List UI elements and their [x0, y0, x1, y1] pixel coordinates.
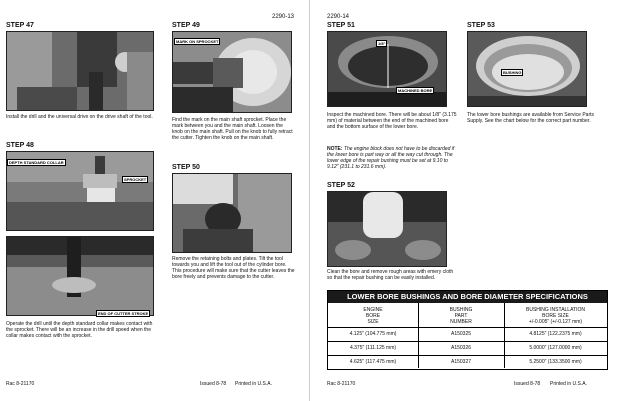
footer-issued: Issued 8-78 [514, 381, 541, 387]
header-engine-bore-size: ENGINE BORE SIZE [363, 307, 383, 325]
mark-on-sprocket-label: MARK ON SPROCKET [176, 39, 219, 44]
table-cell: 5.2500" (133.3500 mm) [529, 359, 582, 365]
table-cell: 4.375" (111.125 mm) [349, 345, 397, 351]
table-title: LOWER BORE BUSHINGS AND BORE DIAMETER SPECIFICATIONS [328, 291, 607, 303]
table-cell: 4.125" (104.775 mm) [349, 331, 397, 337]
step-52-photo [327, 191, 447, 267]
step-50-title: STEP 50 [172, 164, 200, 171]
table-cell: 4.8125" (122.2375 mm) [529, 331, 582, 337]
cutter-stroke-illustration [7, 237, 154, 316]
header-installation-bore-size: BUSHING INSTALLATION BORE SIZE +/-0.005" (+/-0.127 mm) [526, 307, 585, 325]
retaining-plates-illustration [173, 174, 292, 253]
step-47-caption: Install the drill and the universal drive on the drive shaft of the tool. [6, 114, 153, 120]
header-bushing-part-number: BUSHING PART NUMBER [449, 307, 473, 325]
footer-printed: Printed in U.S.A. [550, 381, 587, 387]
page-number: 2290-14 [327, 14, 350, 20]
step-52-caption: Clean the bore and remove rough areas with emery cloth so that the repair bushing can be easily installed. [327, 269, 454, 281]
one-eighth-label: 1/8" [378, 41, 386, 46]
step-52-title: STEP 52 [327, 182, 355, 189]
step-48-title: STEP 48 [6, 142, 34, 149]
step-47-title: STEP 47 [6, 22, 34, 29]
footer-rac: Rac 8-21170 [327, 381, 356, 387]
header-divider [328, 327, 607, 328]
step-48-photo-b [6, 236, 154, 316]
clean-bore-illustration [328, 192, 447, 267]
step-50-caption: Remove the retaining bolts and plates. Tilt the tool towards you and lift the tool out of the cylinder bore. This procedure will make sure that the cutter leaves the bore freely and prevents damage to the cutter. [172, 256, 295, 280]
note-block [327, 146, 457, 170]
step-53-title: STEP 53 [467, 22, 495, 29]
bushing-label: BUSHING [503, 70, 522, 75]
row-divider [328, 355, 607, 356]
step-51-title: STEP 51 [327, 22, 355, 29]
end-of-cutter-stroke-label: END OF CUTTER STROKE [98, 311, 149, 316]
table-cell: A150326 [450, 345, 472, 351]
step-50-photo [172, 173, 292, 253]
depth-standard-collar-label: DEPTH STANDARD COLLAR [9, 160, 64, 165]
note-label: NOTE: [327, 146, 343, 152]
table-cell: 4.625" (117.475 mm) [349, 359, 397, 365]
step-48-caption: Operate the drill until the depth standard collar makes contact with the sprocket. There will be an increase in the drill speed when the collar makes contact with the sprocket. [6, 321, 153, 339]
table-cell: A150325 [450, 331, 472, 337]
footer-printed: Printed in U.S.A. [235, 381, 272, 387]
step-53-caption: The lower bore bushings are available from Service Parts Supply. See the chart below for the correct part number. [467, 112, 595, 124]
footer-issued: Issued 8-78 [200, 381, 227, 387]
bore-spec-table [327, 290, 608, 370]
step-49-title: STEP 49 [172, 22, 200, 29]
machined-bore-illustration [328, 32, 447, 107]
table-cell: 5.0000" (127.0000 mm) [529, 345, 582, 351]
footer-rac: Rac 8-21170 [6, 381, 35, 387]
page-number: 2290-13 [272, 14, 295, 20]
table-cell: A150327 [450, 359, 472, 365]
note-text: The engine block does not have to be discarded if the lower bore is part way or all the way cut through. The lower edge of the repair bushing must be set at 9.10 to 9.12" (231.1 to 231.6 mm). [327, 146, 455, 170]
bushing-illustration [468, 32, 587, 107]
step-53-photo [467, 31, 587, 107]
drill-illustration [7, 32, 154, 111]
sprocket-label: SPROCKET [124, 177, 147, 182]
step-47-photo [6, 31, 154, 111]
row-divider [328, 341, 607, 342]
step-49-caption: Find the mark on the main shaft sprocket. Place the mark between you and the main shaft. Loosen the knob on the main shaft. Pull on the knob to fully retract the cutter. Tighten the knob on the main shaft. [172, 117, 293, 141]
step-51-caption: Inspect the machined bore. There will be about 1/8" (3.175 mm) of material between the end of the machined bore and the bottom surface of the lower bore. [327, 112, 457, 130]
machined-bore-label: MACHINED BORE [398, 88, 433, 93]
right-page [310, 0, 620, 401]
